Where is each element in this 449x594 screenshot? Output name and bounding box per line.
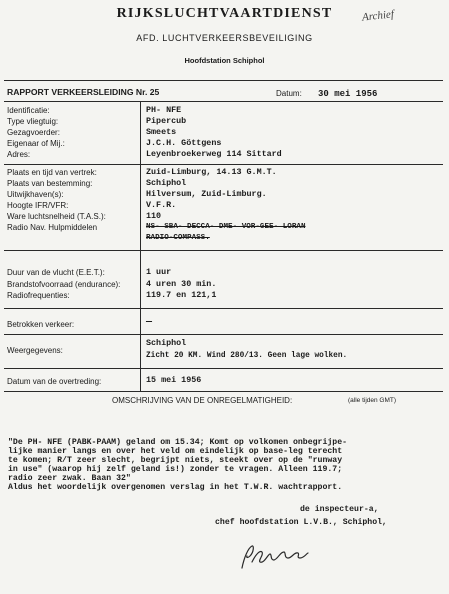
value-gezagvoerder: Smeets xyxy=(146,127,177,137)
value-weergegevens-station: Schiphol xyxy=(146,338,187,348)
value-weergegevens-detail: Zicht 20 KM. Wind 280/13. Geen lage wolken. xyxy=(146,352,348,360)
label-type: Type vliegtuig: xyxy=(7,117,59,126)
value-betrokken: — xyxy=(146,317,153,328)
description-line: "De PH- NFE (PABK-PAAM) geland om 15.34; Komt op volkomen onbegrijpe- xyxy=(8,438,348,447)
description-line: radio zeer zwak. Baan 32" xyxy=(8,474,131,483)
handwritten-annotation: Archief xyxy=(361,8,395,24)
section-title: OMSCHRIJVING VAN DE ONREGELMATIGHEID: xyxy=(112,396,293,405)
value-hoogte: V.F.R. xyxy=(146,200,177,210)
description-line: te komen; R/T zeer slecht, begrijpt niets, steekt over op de "runway xyxy=(8,456,343,465)
label-hoogte: Hoogte IFR/VFR: xyxy=(7,201,69,210)
value-bestemming: Schiphol xyxy=(146,178,187,188)
value-brandstof: 4 uren 30 min. xyxy=(146,279,217,289)
value-uitwijkhaven: Hilversum, Zuid-Limburg. xyxy=(146,189,267,199)
divider xyxy=(4,164,443,165)
value-overtreding: 15 mei 1956 xyxy=(146,375,202,385)
label-eigenaar: Eigenaar of Mij.: xyxy=(7,139,65,148)
divider xyxy=(4,250,443,251)
label-adres: Adres: xyxy=(7,150,31,159)
label-radio-nav: Radio Nav. Hulpmiddelen xyxy=(7,223,98,232)
label-betrokken: Betrokken verkeer: xyxy=(7,320,75,329)
value-eigenaar: J.C.H. Göttgens xyxy=(146,138,222,148)
report-date: 30 mei 1956 xyxy=(318,89,378,99)
report-title: RAPPORT VERKEERSLEIDING Nr. 25 xyxy=(7,87,160,97)
value-type: Pipercub xyxy=(146,116,187,126)
label-identificatie: Identificatie: xyxy=(7,106,50,115)
value-radio-nav-1: NS- SBA- DECCA- DME- VOR-GEE- LORAN xyxy=(146,223,306,231)
value-vertrek: Zuid-Limburg, 14.13 G.M.T. xyxy=(146,167,277,177)
label-snelheid: Ware luchtsnelheid (T.A.S.): xyxy=(7,212,106,221)
date-label: Datum: xyxy=(276,89,302,98)
description-line: Aldus het woordelijk overgenomen verslag in het T.W.R. wachtrapport. xyxy=(8,483,343,492)
label-gezagvoerder: Gezagvoerder: xyxy=(7,128,60,137)
label-radiofrequenties: Radiofrequenties: xyxy=(7,291,70,300)
org-title: RIJKSLUCHTVAARTDIENST xyxy=(116,6,333,21)
value-snelheid: 110 xyxy=(146,211,162,221)
label-weergegevens: Weergegevens: xyxy=(7,346,63,355)
handwritten-signature xyxy=(238,540,310,576)
value-duur: 1 uur xyxy=(146,267,172,277)
section-note: (alle tijden GMT) xyxy=(348,397,397,404)
label-overtreding: Datum van de overtreding: xyxy=(7,377,102,386)
label-duur: Duur van de vlucht (E.E.T.): xyxy=(7,268,105,277)
description-line: lijke manier langs en over het veld om eindelijk op base-leg terecht xyxy=(8,447,343,456)
signoff-title: de inspecteur-a, xyxy=(300,505,379,514)
value-identificatie: PH- NFE xyxy=(146,105,182,115)
department: AFD. LUCHTVERKEERSBEVEILIGING xyxy=(136,33,313,43)
divider xyxy=(4,80,443,81)
label-brandstof: Brandstofvoorraad (endurance): xyxy=(7,280,121,289)
value-adres: Leyenbroekerweg 114 Sittard xyxy=(146,149,282,159)
divider xyxy=(4,391,443,392)
label-vertrek: Plaats en tijd van vertrek: xyxy=(7,168,97,177)
label-uitwijkhaven: Uitwijkhaven(s): xyxy=(7,190,64,199)
value-radio-nav-2: RADIO-COMPASS. xyxy=(146,234,210,242)
divider xyxy=(4,334,443,335)
value-radiofrequenties: 119.7 en 121,1 xyxy=(146,290,217,300)
signoff-station: chef hoofdstation L.V.B., Schiphol, xyxy=(215,518,387,527)
divider xyxy=(4,308,443,309)
label-bestemming: Plaats van bestemming: xyxy=(7,179,93,188)
divider xyxy=(4,368,443,369)
station: Hoofdstation Schiphol xyxy=(184,56,265,65)
column-separator xyxy=(140,101,141,391)
description-line: in use" (waarop hij zelf geland is!) zonder te vragen. Alleen 119.7; xyxy=(8,465,343,474)
divider xyxy=(4,101,443,102)
